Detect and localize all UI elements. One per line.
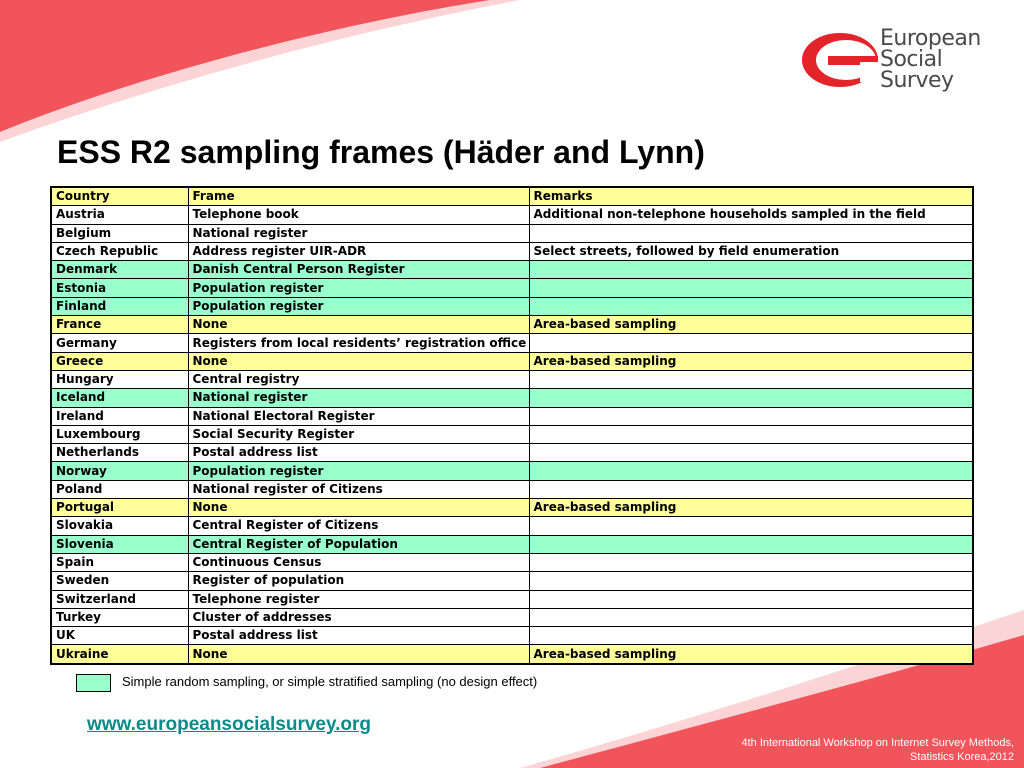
cell-frame: None — [188, 316, 529, 334]
table-row — [51, 316, 973, 334]
cell-frame: Central Register of Citizens — [188, 517, 529, 535]
cell-country: Portugal — [51, 499, 188, 517]
table-row — [51, 242, 973, 260]
cell-country: Netherlands — [51, 444, 188, 462]
cell-country: Denmark — [51, 261, 188, 279]
cell-remarks — [529, 261, 973, 279]
cell-country: Finland — [51, 297, 188, 315]
cell-remarks: Area-based sampling — [529, 352, 973, 370]
sampling-frames-table — [50, 186, 974, 665]
cell-frame: Address register UIR-ADR — [188, 242, 529, 260]
cell-country: Luxembourg — [51, 425, 188, 443]
cell-country: France — [51, 316, 188, 334]
cell-frame: Telephone book — [188, 206, 529, 224]
ess-logo-text: European Social Survey — [880, 26, 981, 93]
column-header-remarks: Remarks — [529, 187, 973, 206]
cell-remarks — [529, 462, 973, 480]
cell-country: Germany — [51, 334, 188, 352]
cell-country: Switzerland — [51, 590, 188, 608]
page-title: ESS R2 sampling frames (Häder and Lynn) — [57, 134, 705, 170]
table-row — [51, 389, 973, 407]
cell-country: Slovenia — [51, 535, 188, 553]
table-row — [51, 590, 973, 608]
footer-line-2: Statistics Korea,2012 — [910, 751, 1014, 763]
table-row — [51, 224, 973, 242]
table-row — [51, 370, 973, 388]
table-row — [51, 334, 973, 352]
cell-frame: Population register — [188, 297, 529, 315]
cell-remarks — [529, 389, 973, 407]
cell-remarks — [529, 608, 973, 626]
cell-country: Estonia — [51, 279, 188, 297]
cell-frame: National register of Citizens — [188, 480, 529, 498]
cell-remarks — [529, 425, 973, 443]
cell-country: Ireland — [51, 407, 188, 425]
table-row — [51, 462, 973, 480]
table-row — [51, 261, 973, 279]
table-row — [51, 553, 973, 571]
cell-remarks — [529, 224, 973, 242]
cell-country: Austria — [51, 206, 188, 224]
cell-country: Hungary — [51, 370, 188, 388]
table-row — [51, 499, 973, 517]
column-header-frame: Frame — [188, 187, 529, 206]
table-row — [51, 206, 973, 224]
cell-country: Greece — [51, 352, 188, 370]
cell-frame: Telephone register — [188, 590, 529, 608]
legend-text: Simple random sampling, or simple stratified sampling (no design effect) — [122, 674, 538, 689]
table-row — [51, 572, 973, 590]
cell-frame: Central Register of Population — [188, 535, 529, 553]
cell-frame: Danish Central Person Register — [188, 261, 529, 279]
cell-remarks — [529, 590, 973, 608]
footer-credit — [741, 736, 1014, 764]
cell-frame: Postal address list — [188, 627, 529, 645]
cell-remarks: Additional non-telephone households sampled in the field — [529, 206, 973, 224]
table-row — [51, 645, 973, 664]
cell-remarks — [529, 297, 973, 315]
legend-swatch — [76, 674, 111, 692]
cell-frame: None — [188, 499, 529, 517]
table-row — [51, 407, 973, 425]
cell-frame: Central registry — [188, 370, 529, 388]
table-row — [51, 444, 973, 462]
cell-country: Spain — [51, 553, 188, 571]
cell-remarks — [529, 334, 973, 352]
table-row — [51, 480, 973, 498]
cell-remarks: Area-based sampling — [529, 645, 973, 664]
website-link[interactable]: www.europeansocialsurvey.org — [87, 714, 372, 735]
cell-frame: None — [188, 645, 529, 664]
cell-remarks — [529, 407, 973, 425]
cell-frame: Cluster of addresses — [188, 608, 529, 626]
ess-logo — [800, 24, 1000, 96]
table-row — [51, 297, 973, 315]
cell-country: Sweden — [51, 572, 188, 590]
cell-remarks — [529, 480, 973, 498]
table-row — [51, 425, 973, 443]
footer-line-1: 4th International Workshop on Internet Survey Methods, — [741, 737, 1014, 749]
cell-frame: None — [188, 352, 529, 370]
cell-remarks — [529, 444, 973, 462]
ess-logo-mark-icon — [800, 24, 880, 96]
cell-frame: National Electoral Register — [188, 407, 529, 425]
table-header-row — [51, 187, 973, 206]
cell-remarks: Area-based sampling — [529, 499, 973, 517]
cell-remarks: Area-based sampling — [529, 316, 973, 334]
cell-country: UK — [51, 627, 188, 645]
table-row — [51, 517, 973, 535]
table-row — [51, 279, 973, 297]
cell-frame: Continuous Census — [188, 553, 529, 571]
cell-frame: National register — [188, 224, 529, 242]
cell-country: Belgium — [51, 224, 188, 242]
cell-remarks — [529, 535, 973, 553]
cell-remarks — [529, 627, 973, 645]
cell-remarks — [529, 279, 973, 297]
cell-frame: Population register — [188, 462, 529, 480]
cell-country: Norway — [51, 462, 188, 480]
table-row — [51, 608, 973, 626]
cell-frame: National register — [188, 389, 529, 407]
column-header-country: Country — [51, 187, 188, 206]
cell-country: Iceland — [51, 389, 188, 407]
cell-remarks: Select streets, followed by field enumeration — [529, 242, 973, 260]
cell-remarks — [529, 370, 973, 388]
cell-country: Poland — [51, 480, 188, 498]
table-row — [51, 352, 973, 370]
cell-country: Czech Republic — [51, 242, 188, 260]
cell-frame: Registers from local residents’ registration office — [188, 334, 529, 352]
cell-country: Ukraine — [51, 645, 188, 664]
cell-country: Turkey — [51, 608, 188, 626]
table-row — [51, 535, 973, 553]
cell-frame: Population register — [188, 279, 529, 297]
cell-frame: Postal address list — [188, 444, 529, 462]
cell-frame: Social Security Register — [188, 425, 529, 443]
table-row — [51, 627, 973, 645]
cell-remarks — [529, 572, 973, 590]
cell-remarks — [529, 517, 973, 535]
cell-remarks — [529, 553, 973, 571]
cell-country: Slovakia — [51, 517, 188, 535]
cell-frame: Register of population — [188, 572, 529, 590]
